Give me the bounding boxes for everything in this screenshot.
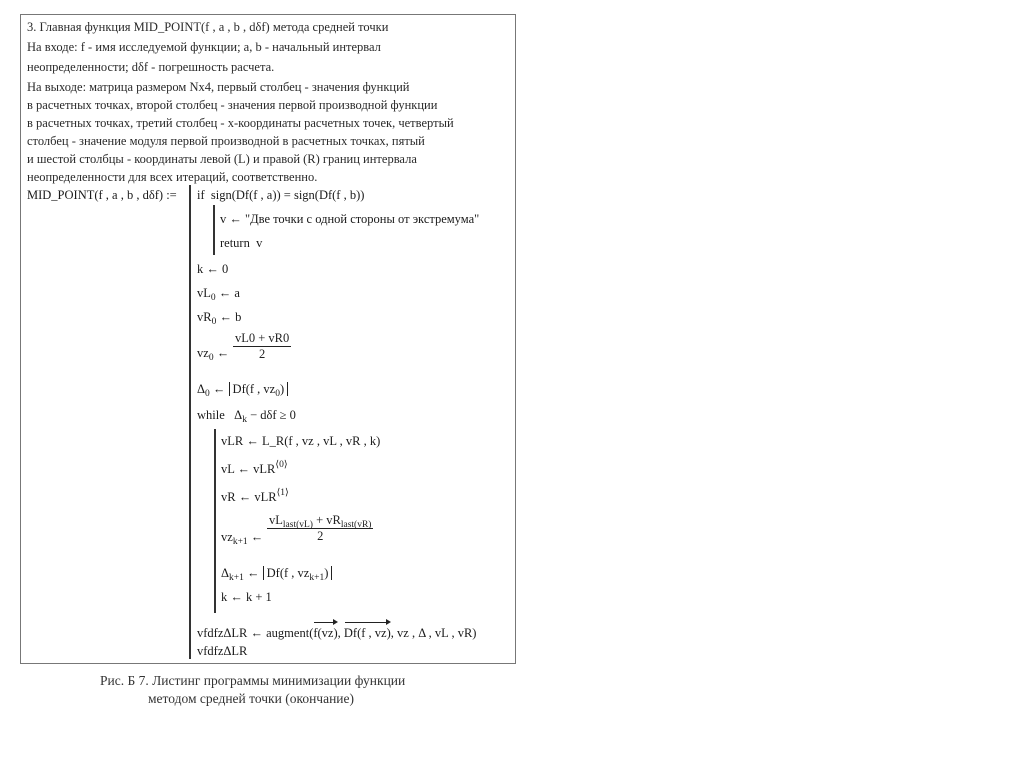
return-keyword: return <box>220 236 250 250</box>
desc-output-4: столбец - значение модуля первой производной в расчетных точках, пятый <box>27 134 425 148</box>
vl-column: vL ← vLR$^{⟨0⟩}$ <box>221 460 288 476</box>
desc-output-2: в расчетных точках, второй столбец - значения первой производной функции <box>27 98 438 112</box>
vz-init-denominator: 2 <box>259 347 266 361</box>
desc-output: На выходе: матрица размером Nx4, первый столбец - значения функций <box>27 80 410 94</box>
vz-next-denominator: 2 <box>317 529 324 543</box>
vr-column: vR ← vLR$^{⟨1⟩}$ <box>221 488 289 504</box>
if-statement <box>197 187 364 203</box>
vz-next-lhs: $vz_{k+1}$ ← <box>221 530 264 547</box>
if-block-bar <box>213 205 215 255</box>
desc-input: На входе: f - имя исследуемой функции; a, b - начальный интервал <box>27 40 381 54</box>
vz-next-fraction <box>267 513 373 544</box>
desc-output-5: и шестой столбцы - координаты левой (L) и правой (R) границ интервала <box>27 152 417 166</box>
vectorized-f: f(vz) <box>313 621 337 641</box>
while-block-bar <box>214 429 216 613</box>
desc-input-cont: неопределенности; dδf - погрешность расчета. <box>27 60 275 74</box>
vl-init: $vL_0$ ← a <box>197 286 240 303</box>
k-increment: k ← k + 1 <box>221 590 272 604</box>
delta-next: $\Delta_{k+1}$ ← Df(f , $vz_{k+1}$) <box>221 565 332 581</box>
return-statement <box>220 235 262 251</box>
listing-frame <box>20 14 516 664</box>
vz-init-lhs: $vz_0$ ← <box>197 346 230 363</box>
function-signature: MID_POINT(f , a , b , dδf) := <box>27 188 177 202</box>
lr-call: vLR ← L_R(f , vz , vL , vR , k) <box>221 434 381 448</box>
vz-next-numerator: $vL_{last(vL)} + vR_{last(vR)}$ <box>269 513 372 530</box>
return-var: v <box>256 236 263 250</box>
vr-init: $vR_0$ ← b <box>197 310 242 327</box>
delta-init: $\Delta_0$ ← Df(f , $vz_0$) <box>197 381 288 397</box>
while-statement: while $\Delta_k - d\delta f \ge 0$ <box>197 408 296 425</box>
vz-init-numerator: vL0 + vR0 <box>235 331 290 345</box>
figure-caption-line2: методом средней точки (окончание) <box>148 691 355 706</box>
result-var: vfdfzΔLR <box>197 644 248 658</box>
figure-caption-line1: Рис. Б 7. Листинг программы минимизации функции <box>100 673 406 688</box>
program-block-bar <box>189 185 191 659</box>
vectorized-df: Df(f , vz) <box>344 621 391 641</box>
if-condition: sign(Df(f , a)) = sign(Df(f , b)) <box>210 188 365 202</box>
assign-message: v ← "Две точки с одной стороны от экстремума" <box>220 212 480 226</box>
vz-init-fraction <box>233 331 291 362</box>
desc-title: 3. Главная функция MID_POINT(f , a , b , dδf) метода средней точки <box>27 20 389 34</box>
k-init: k ← 0 <box>197 262 229 276</box>
augment-statement: vfdfzΔLR ← augment(f(vz), Df(f , vz), vz , Δ , vL , vR) <box>197 621 476 641</box>
desc-output-3: в расчетных точках, третий столбец - x-координаты расчетных точек, четвертый <box>27 116 454 130</box>
if-keyword: if <box>197 188 205 202</box>
desc-output-6: неопределенности для всех итераций, соответственно. <box>27 170 318 184</box>
while-keyword: while <box>197 408 225 422</box>
